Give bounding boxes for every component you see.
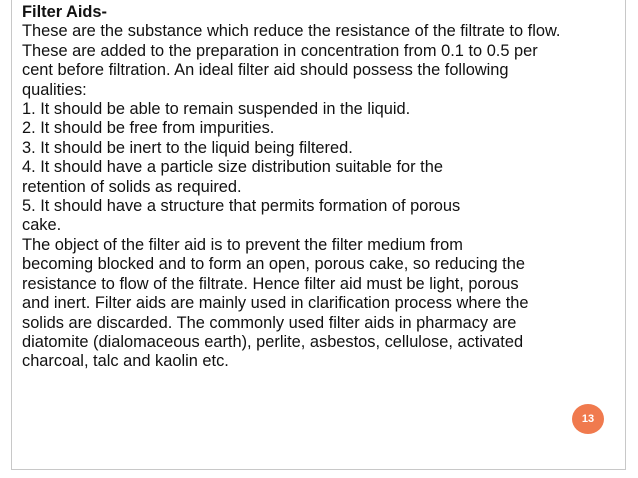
list-item-2: 2. It should be free from impurities. <box>22 119 275 138</box>
body-line: The object of the filter aid is to prevent the filter medium from <box>22 235 463 254</box>
body-line: resistance to flow of the filtrate. Hence filter aid must be light, porous <box>22 274 519 293</box>
body-line: charcoal, talc and kaolin etc. <box>22 352 229 371</box>
body-line: solids are discarded. The commonly used filter aids in pharmacy are <box>22 313 517 332</box>
list-item-4: 4. It should have a particle size distribution suitable for the <box>22 158 443 177</box>
slide-body <box>22 3 612 372</box>
list-item-5-cont: cake. <box>22 216 62 235</box>
body-line: qualities: <box>22 80 87 99</box>
list-item-3: 3. It should be inert to the liquid being filtered. <box>22 138 353 157</box>
body-line: and inert. Filter aids are mainly used in clarification process where the <box>22 294 529 313</box>
body-line: cent before filtration. An ideal filter aid should possess the following <box>22 61 509 80</box>
slide-title: Filter Aids- <box>22 3 107 21</box>
page-number-badge: 13 <box>572 404 604 434</box>
body-line: These are added to the preparation in concentration from 0.1 to 0.5 per <box>22 41 538 60</box>
body-line: diatomite (dialomaceous earth), perlite, asbestos, cellulose, activated <box>22 332 524 351</box>
body-line: becoming blocked and to form an open, porous cake, so reducing the <box>22 255 525 274</box>
list-item-1: 1. It should be able to remain suspended in the liquid. <box>22 100 411 119</box>
list-item-5: 5. It should have a structure that permits formation of porous <box>22 197 461 216</box>
body-line: These are the substance which reduce the resistance of the filtrate to flow. <box>22 22 561 41</box>
list-item-4-cont: retention of solids as required. <box>22 177 242 196</box>
